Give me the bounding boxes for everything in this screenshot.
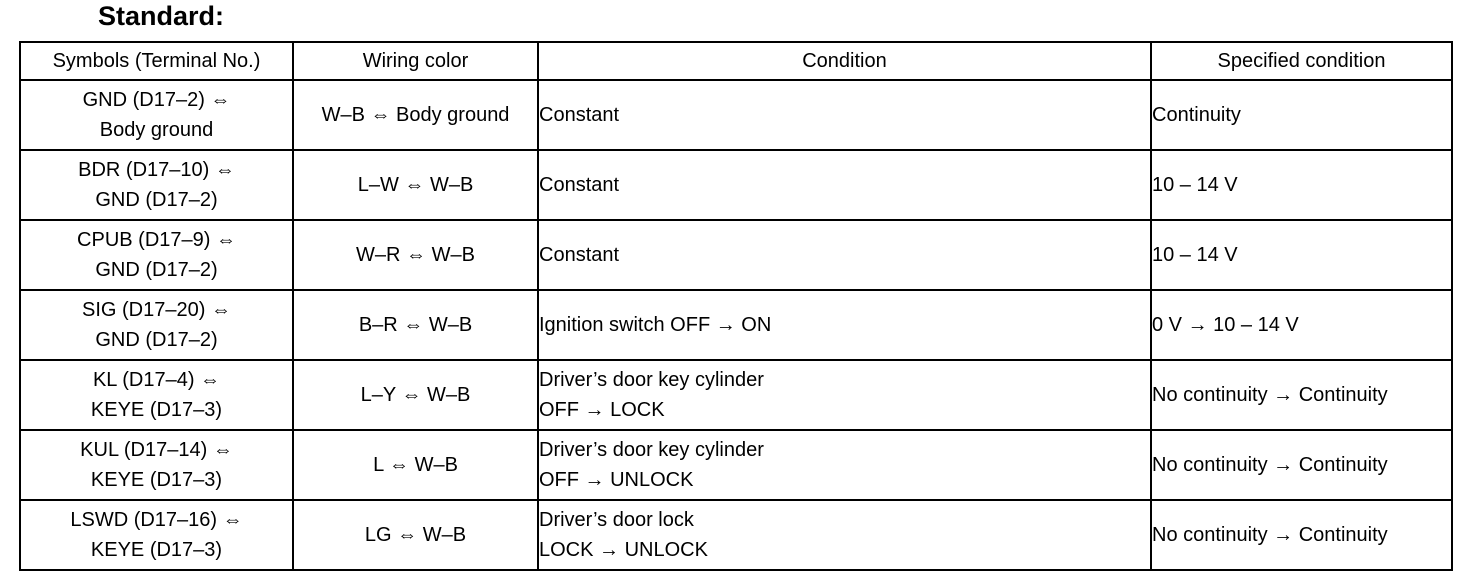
symbol-cell: [20, 80, 293, 150]
column-header-specified-condition: Specified condition: [1151, 42, 1452, 80]
condition-line: Constant: [539, 244, 620, 266]
condition-line: Driver’s door key cylinder: [539, 439, 764, 461]
condition-line: Driver’s door key cylinder: [539, 369, 764, 391]
table-row: [20, 500, 1452, 570]
symbol-line: GND (D17–2) ⇔: [82, 89, 231, 111]
symbol-line: KEYE (D17–3): [90, 399, 223, 421]
condition-line: Constant: [539, 174, 620, 196]
condition-line: Ignition switch OFF → ON: [539, 314, 772, 336]
symbol-line: GND (D17–2): [95, 329, 218, 351]
symbol-line: LSWD (D17–16) ⇔: [70, 509, 243, 531]
column-header-wiring-color: Wiring color: [293, 42, 538, 80]
condition-line: OFF → LOCK: [539, 399, 665, 421]
specified-condition-cell: 0 V → 10 – 14 V: [1151, 290, 1452, 360]
specified-condition-cell: No continuity → Continuity: [1151, 500, 1452, 570]
symbol-cell: [20, 430, 293, 500]
condition-cell: [538, 500, 1151, 570]
condition-line: LOCK → UNLOCK: [539, 539, 708, 561]
header-row: [20, 42, 1452, 80]
table-row: [20, 220, 1452, 290]
symbol-line: Body ground: [99, 119, 214, 141]
symbol-cell: [20, 360, 293, 430]
symbol-line: KEYE (D17–3): [90, 539, 223, 561]
specified-condition-cell: No continuity → Continuity: [1151, 360, 1452, 430]
wiring-color-cell: W–B ⇔ Body ground: [293, 80, 538, 150]
table-row: [20, 430, 1452, 500]
symbol-line: KUL (D17–14) ⇔: [80, 439, 233, 461]
table-row: [20, 360, 1452, 430]
wiring-color-cell: L ⇔ W–B: [293, 430, 538, 500]
wiring-color-cell: L–W ⇔ W–B: [293, 150, 538, 220]
symbol-line: SIG (D17–20) ⇔: [82, 299, 231, 321]
symbol-line: GND (D17–2): [95, 259, 218, 281]
condition-cell: [538, 150, 1151, 220]
symbol-cell: [20, 290, 293, 360]
wiring-color-cell: W–R ⇔ W–B: [293, 220, 538, 290]
condition-line: OFF → UNLOCK: [539, 469, 694, 491]
table-row: [20, 80, 1452, 150]
condition-cell: [538, 80, 1151, 150]
condition-cell: [538, 360, 1151, 430]
table-row: [20, 150, 1452, 220]
symbol-line: KEYE (D17–3): [90, 469, 223, 491]
specified-condition-cell: Continuity: [1151, 80, 1452, 150]
wiring-color-cell: B–R ⇔ W–B: [293, 290, 538, 360]
wiring-color-cell: L–Y ⇔ W–B: [293, 360, 538, 430]
symbol-line: BDR (D17–10) ⇔: [78, 159, 235, 181]
column-header-condition: Condition: [538, 42, 1151, 80]
specified-condition-cell: 10 – 14 V: [1151, 150, 1452, 220]
page-heading: Standard:: [98, 1, 225, 31]
specified-condition-cell: No continuity → Continuity: [1151, 430, 1452, 500]
wiring-color-cell: LG ⇔ W–B: [293, 500, 538, 570]
condition-line: Driver’s door lock: [539, 509, 694, 531]
condition-line: Constant: [539, 104, 620, 126]
condition-cell: [538, 290, 1151, 360]
symbol-cell: [20, 150, 293, 220]
condition-cell: [538, 430, 1151, 500]
symbol-cell: [20, 500, 293, 570]
condition-cell: [538, 220, 1151, 290]
standard-table: [19, 41, 1453, 571]
table-row: [20, 290, 1452, 360]
symbol-line: CPUB (D17–9) ⇔: [77, 229, 236, 251]
symbol-line: GND (D17–2): [95, 189, 218, 211]
symbol-cell: [20, 220, 293, 290]
symbol-line: KL (D17–4) ⇔: [92, 369, 221, 391]
specified-condition-cell: 10 – 14 V: [1151, 220, 1452, 290]
column-header-symbols: Symbols (Terminal No.): [20, 42, 293, 80]
